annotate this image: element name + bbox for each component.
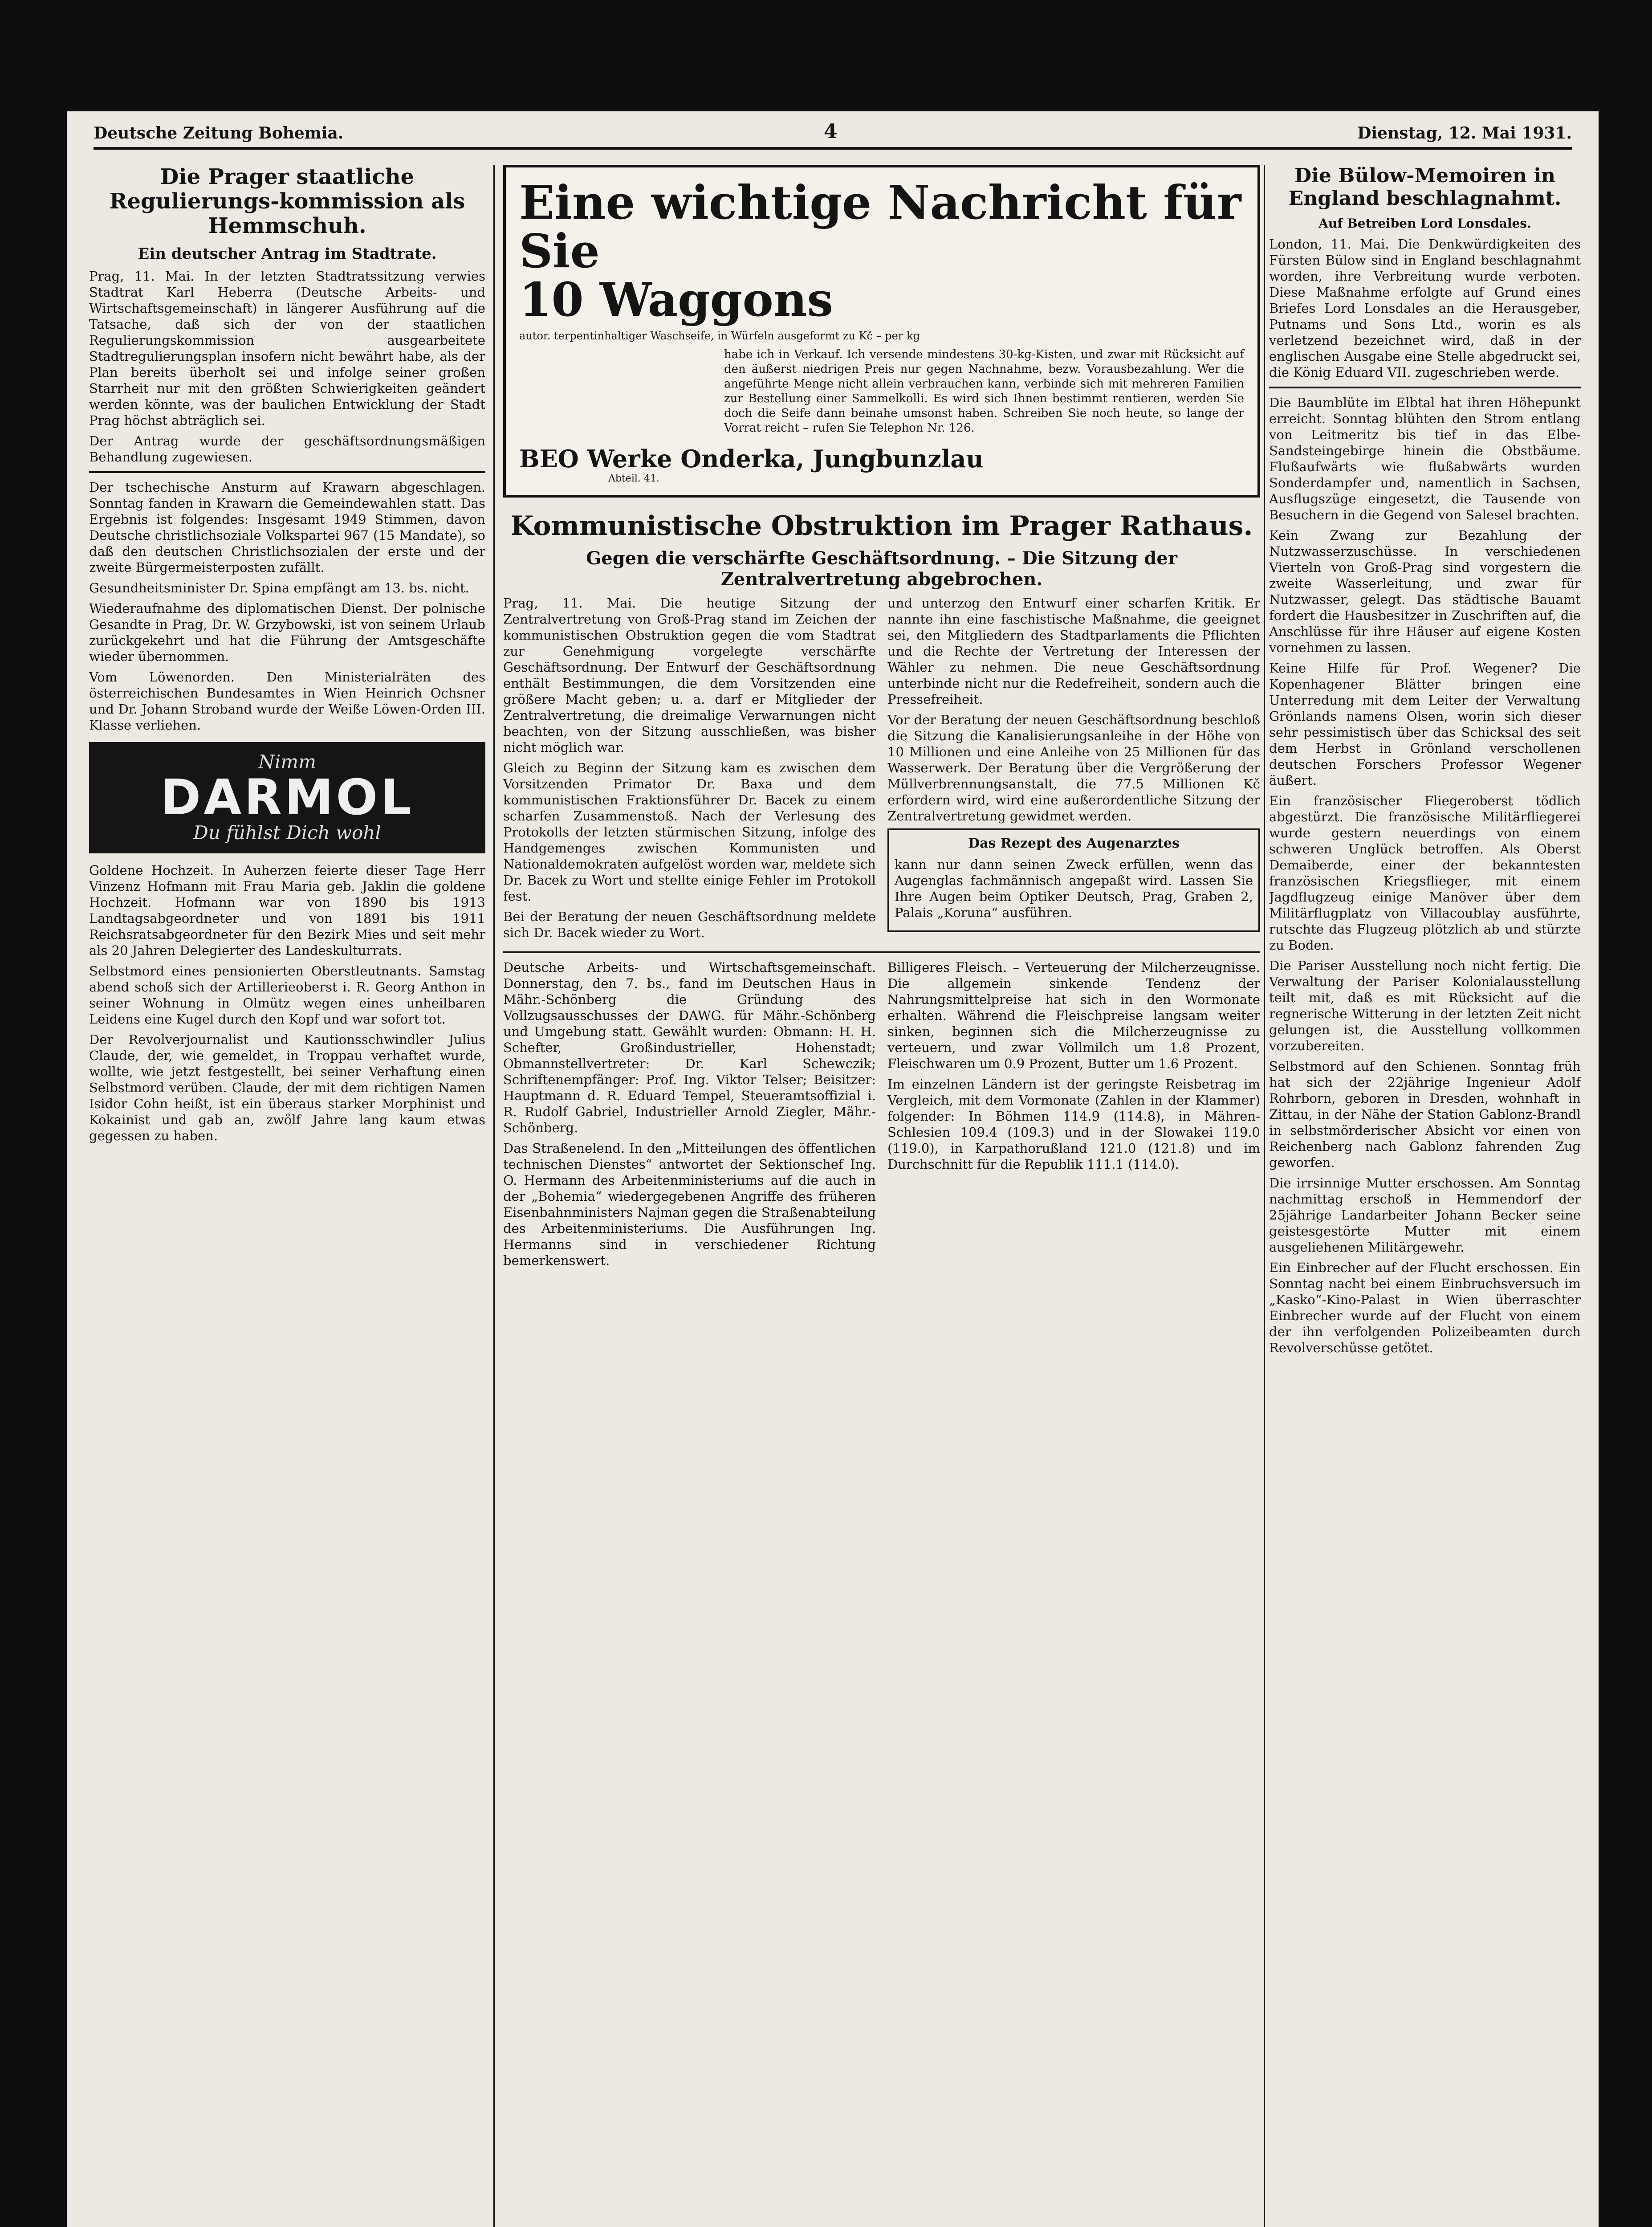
article-paragraph: Die Pariser Ausstellung noch nicht fertig. Die Verwaltung der Pariser Kolonialausstellung teilt mit, daß es mit Rücksicht auf die regnerische Witterung in der letzten Zeit nicht gelungen ist, die Ausstellung vollkommen vorzubereiten. <box>1269 958 1581 1054</box>
ad-headline-2: 10 Waggons <box>519 272 834 327</box>
ad-department: Abteil. 41. <box>608 473 659 484</box>
article-paragraph: Ein Einbrecher auf der Flucht erschossen. Ein Sonntag nacht bei einem Einbruchsversuch im „Kasko“-Kino-Palast in Wien überraschter Einbrecher wurde auf der Flucht von einem der ihn verfolgenden Polizeibeamten durch Revolverschüsse getötet. <box>1269 1260 1581 1356</box>
darmol-logo: DARMOL <box>160 768 415 826</box>
news-columns <box>503 959 1260 1273</box>
divider <box>503 951 1260 953</box>
article-paragraph: Gleich zu Beginn der Sitzung kam es zwischen dem Vorsitzenden Primator Dr. Baxa und dem kommunistischen Fraktionsführer Dr. Bacek zu einem scharfen Zusammenstoß. Nach der Verlesung des Protokolls der letzten stürmischen Sitzung, infolge des Handgemenges zwischen Kommunisten und Nationaldemokraten aufgelöst worden war, meldete sich Dr. Bacek zu Wort und stellte einige Fehler im Protokoll fest. <box>503 760 876 904</box>
article-paragraph: und unterzog den Entwurf einer scharfen Kritik. Er nannte ihn eine faschistische Maßnahme, die geeignet sei, den Mitgliedern des Stadtparlaments die Pflichten und die Rechte der Vertretung der Interessen der Wähler zu nehmen. Die neue Geschäftsordnung unterbinde nicht nur die Redefreiheit, sondern auch die Pressefreiheit. <box>887 595 1260 707</box>
divider <box>1269 387 1581 388</box>
ad-brand: BEO Werke Onderka, Jungbunzlau <box>519 444 984 473</box>
article-subtitle: Auf Betreiben Lord Lonsdales. <box>1318 216 1531 231</box>
news-column <box>887 959 1260 1273</box>
article-paragraph: Bei der Beratung der neuen Geschäftsordnung meldete sich Dr. Bacek wieder zu Wort. <box>503 909 876 940</box>
darmol-tagline: Du fühlst Dich wohl <box>193 821 381 844</box>
newspaper-name: Deutsche Zeitung Bohemia. <box>94 124 344 143</box>
page-number: 4 <box>824 120 838 143</box>
newspaper-page <box>67 111 1599 2227</box>
darmol-advertisement <box>89 742 485 853</box>
article-columns <box>503 595 1260 945</box>
article-column <box>887 595 1260 945</box>
article-paragraph: Selbstmord eines pensionierten Oberstleutnants. Samstag abend schoß sich der Artillerieoberst i. R. Georg Anthon in seiner Wohnung in Olmütz wegen eines unheilbaren Leidens eine Kugel durch den Kopf und war sofort tot. <box>89 963 485 1027</box>
notice-text: kann nur dann seinen Zweck erfüllen, wenn das Augenglas fachmännisch angepaßt wird. Lassen Sie Ihre Augen beim Optiker Deutsch, Prag, Graben 2, Palais „Koruna“ ausführen. <box>895 857 1253 920</box>
article-title: Kommunistische Obstruktion im Prager Rathaus. <box>510 510 1253 542</box>
article-paragraph: London, 11. Mai. Die Denkwürdigkeiten des Fürsten Bülow sind in England beschlagnahmt worden, ihre Verbreitung wurde verboten. Diese Maßnahme erfolgte auf Grund eines Briefes Lord Lonsdales an die Herausgeber, Putnams und Sons Ltd., worin es als verletzend bezeichnet wird, daß in der englischen Ausgabe eine Stelle abgedruckt sei, die König Eduard VII. zugeschrieben werde. <box>1269 237 1581 380</box>
article-paragraph: Die Baumblüte im Elbtal hat ihren Höhepunkt erreicht. Sonntag blühten den Strom entlang von Leitmeritz bis tief in das Elbe-Sandsteingebirge hinein die Obstbäume. Flußaufwärts wie flußabwärts wurden Sonderdampfer und, namentlich in Sachsen, Ausflugszüge eingesetzt, die Tausende von Besuchern in die Gegend von Salesel brachten. <box>1269 395 1581 523</box>
article-title: Die Bülow-Memoiren in England beschlagnahmt. <box>1288 165 1562 210</box>
article-paragraph: Der tschechische Ansturm auf Krawarn abgeschlagen. Sonntag fanden in Krawarn die Gemeindewahlen statt. Das Ergebnis ist folgendes: Insgesamt 1949 Stimmen, davon Deutsche christlichsoziale Volkspartei 967 (15 Mandate), so daß den deutschen Christlichsozialen der erste und der zweite Bürgermeisterposten zufällt. <box>89 479 485 575</box>
article-subtitle: Ein deutscher Antrag im Stadtrate. <box>138 245 437 263</box>
article-paragraph: Gesundheitsminister Dr. Spina empfängt am 13. bs. nicht. <box>89 580 469 595</box>
article-paragraph: Vom Löwenorden. Den Ministerialräten des österreichischen Bundesamtes in Wien Heinrich Ochsner und Dr. Johann Stroband wurde der Weiße Löwen-Orden III. Klasse verliehen. <box>89 669 485 733</box>
divider <box>89 471 485 473</box>
article-paragraph: Im einzelnen Ländern ist der geringste Reisbetrag im Vergleich, mit dem Vormonate (Zahlen in der Klammer) folgender: In Böhmen 114.9 (114.8), in Mähren-Schlesien 109.4 (109.3) und in der Slowakei 119.0 (119.0), in Karpathorußland 121.0 (121.8) und im Durchschnitt für die Republik 111.1 (114.0). <box>887 1076 1260 1172</box>
article-paragraph: Prag, 11. Mai. In der letzten Stadtratssitzung verwies Stadtrat Karl Heberra (Deutsche Arbeits- und Wirtschaftsgemeinschaft) in längerer Ausführung auf die Tatsache, daß sich der von der staatlichen Regulierungskommission ausgearbeitete Stadtregulierungsplan insofern nicht bewährt habe, als der Plan bereits überholt sei und infolge seiner großen Starrheit nur mit den größten Schwierigkeiten geändert werden könnte, was der baulichen Entwicklung der Stadt Prag höchst abträglich sei. <box>89 268 485 428</box>
optician-notice <box>887 828 1260 932</box>
column-divider <box>1264 165 1265 2227</box>
article-column <box>503 595 876 945</box>
article-paragraph: Vor der Beratung der neuen Geschäftsordnung beschloß die Sitzung die Kanalisierungsanleihe in der Höhe von 10 Millionen und eine Anleihe von 25 Millionen für das Wasserwerk. Der Beratung über die Vergrößerung der Müllverbrennungsanstalt, die 77.5 Millionen Kč erfordern wird, wird eine außerordentliche Sitzung der Zentralvertretung gewidmet werden. <box>887 712 1260 824</box>
column-divider <box>493 165 495 2227</box>
column-center <box>503 165 1260 2227</box>
issue-date: Dienstag, 12. Mai 1931. <box>1357 124 1572 143</box>
article-paragraph: Selbstmord auf den Schienen. Sonntag früh hat sich der 22jährige Ingenieur Adolf Rohrborn, geboren in Dresden, wohnhaft in Zittau, in der Nähe der Station Gablonz-Brandl in selbstmörderischer Absicht vor einen von Reichenberg nach Gablonz fahrenden Zug geworfen. <box>1269 1059 1581 1171</box>
darmol-slogan: Nimm <box>258 750 316 773</box>
ad-product: autor. terpentinhaltiger Waschseife, in Würfeln ausgeformt zu Kč – per kg <box>519 329 920 342</box>
article-paragraph: Kein Zwang zur Bezahlung der Nutzwasserzuschüsse. In verschiedenen Vierteln von Groß-Prag sind vorgestern die zweite Wasserleitung, und zwar für Nutzwasser, gelegt. Das städtische Bauamt fordert die Hausbesitzer in Zuschriften auf, die Anschlüsse für ihre Häuser auf eigene Kosten vornehmen zu lassen. <box>1269 528 1581 656</box>
article-paragraph: Der Antrag wurde der geschäftsordnungsmäßigen Behandlung zugewiesen. <box>89 433 485 465</box>
article-subtitle: Gegen die verschärfte Geschäftsordnung. – Die Sitzung der Zentralvertretung abgebrochen. <box>586 547 1177 590</box>
article-paragraph: Ein französischer Fliegeroberst tödlich abgestürzt. Die französische Militärfliegerei wurde gestern neuerdings von einem schweren Unglück betroffen. Als Oberst Demaiberde, einer der bekanntesten französischen Kriegsflieger, mit einem Jagdflugzeug einige Manöver über dem Militärflugplatz von Villacoublay ausführte, rutschte das Flugzeug plötzlich ab und stürzte zu Boden. <box>1269 793 1581 953</box>
soap-advertisement <box>503 165 1260 498</box>
news-column <box>503 959 876 1273</box>
article-paragraph: Der Revolverjournalist und Kautionsschwindler Julius Claude, der, wie gemeldet, in Troppau verhaftet wurde, wollte, wie jetzt festgestellt, bei seiner Verhaftung einen Selbstmord verüben. Claude, der mit dem richtigen Namen Isidor Cohn heißt, ist ein überaus starker Morphinist und Kokainist und gab an, zwölf Jahre lang kaum etwas gegessen zu haben. <box>89 1032 485 1143</box>
ad-body: habe ich in Verkauf. Ich versende mindestens 30-kg-Kisten, und zwar mit Rücksicht auf den äußerst niedrigen Preis nur gegen Nachnahme, bezw. Vorausbezahlung. Wer die angeführte Menge nicht allein verbrauchen kann, verbinde sich mit mehreren Familien zur Bestellung einer Sammelkolli. Es wird sich Ihnen bestimmt rentieren, werden Sie doch die Seife dann beinahe umsonst haben. Schreiben Sie noch heute, so lange der Vorrat reicht – rufen Sie Telephon Nr. 126. <box>724 347 1244 435</box>
article-paragraph: Wiederaufnahme des diplomatischen Dienst. Der polnische Gesandte in Prag, Dr. W. Grzybowski, ist von seinem Urlaub zurückgekehrt und hat die Führung der Amtsgeschäfte wieder übernommen. <box>89 600 485 664</box>
page-header <box>94 120 1572 150</box>
article-paragraph: Das Straßenelend. In den „Mitteilungen des öffentlichen technischen Dienstes“ antwortet der Sektionschef Ing. O. Hermann des Arbeitenministeriums auf die auch in der „Bohemia“ wiedergegebenen Angriffe des früheren Eisenbahnministers Najman gegen die Straßenabteilung des Arbeitenministeriums. Die Ausführungen Ing. Hermanns sind in verschiedener Richtung bemerkenswert. <box>503 1140 876 1268</box>
ad-headline: Eine wichtige Nachricht für Sie <box>519 175 1241 279</box>
article-paragraph: Keine Hilfe für Prof. Wegener? Die Kopenhagener Blätter bringen eine Unterredung mit dem Leiter der Verwaltung Grönlands namens Olsen, worin sich dieser sehr pessimistisch über das Schicksal des seit dem Herbst in Grönland verschollenen deutschen Forschers Professor Wegener äußert. <box>1269 661 1581 788</box>
article-title: Die Prager staatliche Regulierungs-kommission als Hemmschuh. <box>109 165 465 239</box>
article-paragraph: Deutsche Arbeits- und Wirtschaftsgemeinschaft. Donnerstag, den 7. bs., fand im Deutschen Haus in Mähr.-Schönberg die Gründung des Vollzugsausschusses der DAWG. für Mähr.-Schönberg und Umgebung statt. Gewählt wurden: Obmann: H. H. Schefter, Großindustrieller, Hohenstadt; Obmannstellvertreter: Dr. Karl Schewczik; Schriftenempfänger: Prof. Ing. Viktor Telser; Beisitzer: Hauptmann d. R. Eduard Tempel, Steueramtsoffizial i. R. Rudolf Gabriel, Industrieller Arnold Ziegler, Mähr.-Schönberg. <box>503 959 876 1135</box>
column-left <box>89 165 485 2227</box>
article-paragraph: Goldene Hochzeit. In Auherzen feierte dieser Tage Herr Vinzenz Hofmann mit Frau Maria geb. Jaklin die goldene Hochzeit. Hofmann war von 1890 bis 1913 Landtagsabgeordneter und von 1891 bis 1911 Reichsratsabgeordneter für den Bezirk Mies und seit mehr als 20 Jahren Delegierter des Landeskulturrats. <box>89 862 485 958</box>
notice-title: Das Rezept des Augenarztes <box>968 835 1180 851</box>
column-right <box>1269 165 1581 2227</box>
article-paragraph: Billigeres Fleisch. – Verteuerung der Milcherzeugnisse. Die allgemein sinkende Tendenz der Nahrungsmittelpreise hat sich in den Wormonate erhalten. Während die Fleischpreise langsam weiter sinken, beginnen sich die Milcherzeugnisse zu verteuern, und zwar Vollmilch um 1.8 Prozent, Fleischwaren um 0.9 Prozent, Butter um 1.6 Prozent. <box>887 959 1260 1071</box>
article-paragraph: Prag, 11. Mai. Die heutige Sitzung der Zentralvertretung von Groß-Prag stand im Zeichen der kommunistischen Obstruktion gegen die vom Stadtrat zur Genehmigung vorgelegte verschärfte Geschäftsordnung. Der Entwurf der Geschäftsordnung enthält Bestimmungen, die dem Vorsitzenden eine größere Macht geben; u. a. darf er Mitglieder der Zentralvertretung, die dreimalige Verwarnungen nicht beachten, von der Sitzung ausschließen, was bisher nicht möglich war. <box>503 595 876 755</box>
article-paragraph: Die irrsinnige Mutter erschossen. Am Sonntag nachmittag erschoß in Hemmendorf der 25jährige Landarbeiter Johann Becker seine geistesgestörte Mutter mit einem ausgeliehenen Militärgewehr. <box>1269 1175 1581 1255</box>
